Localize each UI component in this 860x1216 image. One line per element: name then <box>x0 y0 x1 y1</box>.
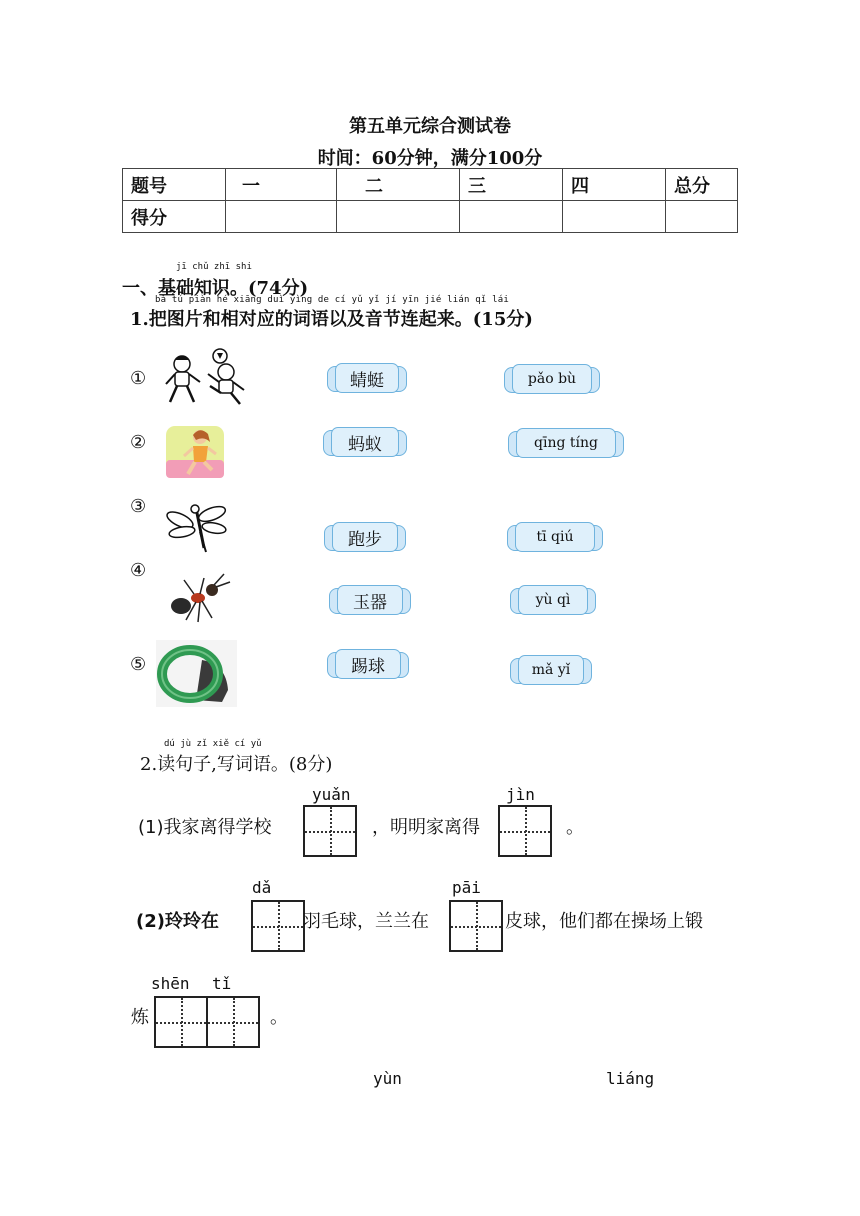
word-card-2[interactable] <box>323 427 407 457</box>
writing-box[interactable] <box>449 900 503 952</box>
running-girl-icon[interactable] <box>166 426 224 478</box>
marker-3: ③ <box>130 496 147 517</box>
sentence-1-mid: ，明明家离得 <box>372 817 480 838</box>
pinyin-card-5[interactable] <box>510 655 592 685</box>
score-input-cell[interactable] <box>563 201 666 233</box>
pinyin-label: qīng tíng <box>534 435 598 451</box>
pinyin-hint: dǎ <box>252 878 272 897</box>
pinyin-hint: yùn <box>373 1069 402 1088</box>
pinyin-hint: tǐ <box>212 974 232 993</box>
pinyin-hint: yuǎn <box>312 785 351 804</box>
table-cell: 总分 <box>666 169 738 201</box>
pinyin-card-2[interactable] <box>508 428 624 458</box>
table-cell: 一 <box>226 169 337 201</box>
writing-box[interactable] <box>251 900 305 952</box>
table-row <box>123 169 738 201</box>
dragonfly-icon[interactable] <box>166 502 228 554</box>
marker-1: ① <box>130 368 147 389</box>
sentence-1-end: 。 <box>566 817 584 838</box>
sentence-2-prefix: (2)玲玲在 <box>136 911 219 932</box>
section1-title: 一、基础知识。(74分) <box>122 278 309 299</box>
table-cell: 三 <box>460 169 563 201</box>
pinyin-label: pǎo bù <box>527 371 577 387</box>
table-cell: 四 <box>563 169 666 201</box>
ant-icon[interactable] <box>168 572 232 624</box>
pinyin-card-3[interactable] <box>507 522 603 552</box>
word-label: 蚂蚁 <box>348 434 382 455</box>
word-label: 玉器 <box>353 592 387 613</box>
writing-box[interactable] <box>303 805 357 857</box>
jade-bangle-icon[interactable] <box>156 640 237 707</box>
word-card-5[interactable] <box>327 649 409 679</box>
sentence-1-prefix: (1)我家离得学校 <box>138 817 272 838</box>
sentence-2-mid: 羽毛球，兰兰在 <box>303 911 429 932</box>
word-card-4[interactable] <box>329 585 411 615</box>
pinyin-hint: shēn <box>151 974 190 993</box>
score-table <box>122 168 738 233</box>
pinyin-card-4[interactable] <box>510 585 596 615</box>
section1-pinyin: jī chǔ zhī shi <box>176 262 252 272</box>
table-cell: 得分 <box>123 201 226 233</box>
marker-4: ④ <box>130 560 147 581</box>
q1-pinyin: bǎ tú piàn hé xiāng duì yìng de cí yǔ yǐ jí yīn jié lián qǐ lái <box>155 295 509 305</box>
score-input-cell[interactable] <box>337 201 460 233</box>
score-input-cell[interactable] <box>666 201 738 233</box>
score-input-cell[interactable] <box>226 201 337 233</box>
pinyin-card-1[interactable] <box>504 364 600 394</box>
sentence-2-end: 皮球，他们都在操场上锻 <box>505 911 703 932</box>
pinyin-label: mǎ yǐ <box>531 662 571 678</box>
q2-title: 2.读句子,写词语。(8分) <box>140 754 333 775</box>
score-input-cell[interactable] <box>460 201 563 233</box>
word-card-3[interactable] <box>324 522 406 552</box>
writing-box[interactable] <box>154 996 208 1048</box>
pinyin-hint: jìn <box>506 785 535 804</box>
marker-2: ② <box>130 432 147 453</box>
table-row <box>123 201 738 233</box>
marker-5: ⑤ <box>130 654 147 675</box>
q1-title: 1.把图片和相对应的词语以及音节连起来。(15分) <box>130 309 533 330</box>
table-cell: 题号 <box>123 169 226 201</box>
kicking-ball-icon[interactable] <box>164 346 246 408</box>
pinyin-hint: pāi <box>452 878 481 897</box>
pinyin-hint: liáng <box>606 1069 655 1088</box>
pinyin-label: yù qì <box>535 592 571 608</box>
table-cell: 二 <box>337 169 460 201</box>
writing-box[interactable] <box>206 996 260 1048</box>
page-subtitle: 时间：60分钟，满分100分 <box>317 148 543 169</box>
sentence-3-end: 。 <box>270 1007 288 1028</box>
word-card-1[interactable] <box>327 363 407 393</box>
q2-pinyin: dú jù zǐ xiě cí yǔ <box>164 739 262 749</box>
word-label: 跑步 <box>348 529 382 550</box>
word-label: 蜻蜓 <box>350 370 384 391</box>
pinyin-label: tī qiú <box>536 529 574 545</box>
word-label: 踢球 <box>351 656 385 677</box>
writing-box[interactable] <box>498 805 552 857</box>
page-title: 第五单元综合测试卷 <box>349 116 511 137</box>
sentence-3-prefix: 炼 <box>131 1007 149 1028</box>
